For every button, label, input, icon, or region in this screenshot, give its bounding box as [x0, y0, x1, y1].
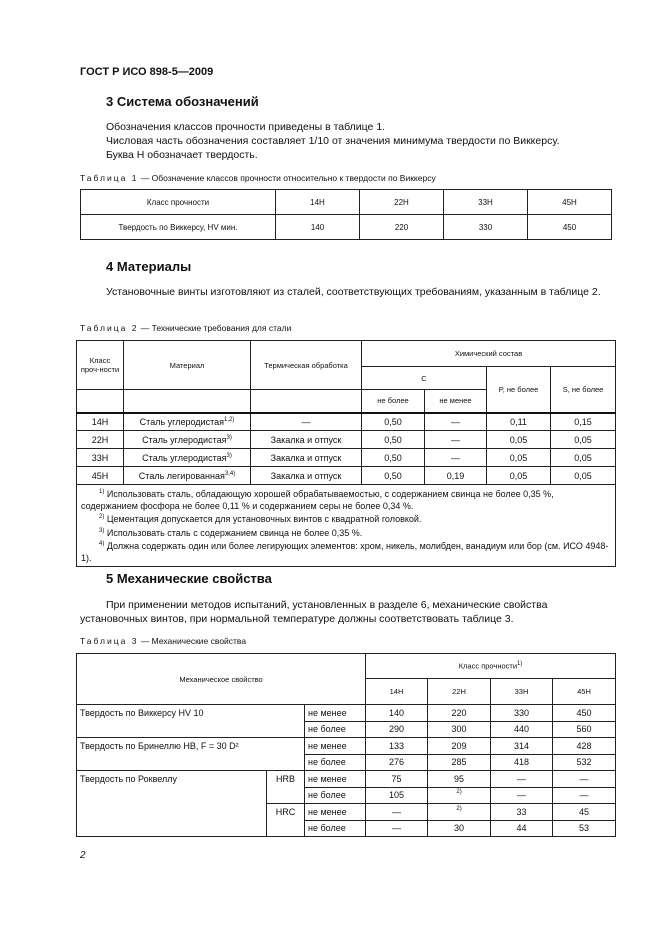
- section-5-heading: 5 Механические свойства: [106, 571, 272, 586]
- footnote: [81, 526, 611, 540]
- text-line: Обозначения классов прочности приведены в таблице 1.: [106, 121, 386, 133]
- footnote-ref: 2): [456, 789, 462, 796]
- text-line: Числовая часть обозначения составляет 1/10 от значения минимума твердости по Виккерсу.: [106, 135, 560, 147]
- cell-text: Сталь легированная: [138, 470, 225, 481]
- cell-text: Сталь углеродистая: [142, 452, 227, 463]
- cell: [491, 771, 553, 788]
- cell-value: 33: [516, 806, 527, 817]
- table-row: [77, 413, 616, 431]
- cell: [366, 738, 428, 755]
- table-1-caption: [80, 173, 436, 183]
- cell-value: 30: [454, 823, 465, 834]
- cell-value: 428: [576, 740, 592, 751]
- cell: [491, 754, 553, 771]
- footnote: [81, 539, 611, 564]
- caption-label: Таблица 3: [80, 636, 139, 646]
- scale-cell: HRC: [267, 804, 305, 837]
- section-3-text: [80, 120, 612, 162]
- limit-cell: не менее: [305, 771, 366, 788]
- cell-value: —: [517, 773, 527, 784]
- cell-value: 45: [579, 806, 590, 817]
- header-cell: Термическая обработка: [251, 341, 362, 390]
- cell: [491, 721, 553, 738]
- cell: 0,19: [425, 467, 487, 485]
- cell: [491, 738, 553, 755]
- cell: [553, 787, 616, 804]
- caption-label: Таблица 2: [80, 323, 139, 333]
- cell: 0,50: [362, 413, 425, 431]
- cell: 33H: [444, 190, 528, 215]
- table-3: [76, 653, 616, 837]
- cell: —: [425, 431, 487, 449]
- cell: 330: [444, 215, 528, 240]
- caption-text: — Технические требования для стали: [138, 323, 292, 333]
- cell: —: [425, 449, 487, 467]
- cell: [428, 721, 491, 738]
- cell: [124, 449, 251, 467]
- cell: 33H: [77, 449, 124, 467]
- cell-value: 560: [576, 724, 592, 735]
- cell: [491, 787, 553, 804]
- cell: [491, 804, 553, 821]
- cell: [124, 467, 251, 485]
- cell: [428, 771, 491, 788]
- cell: 0,50: [362, 431, 425, 449]
- cell-value: 53: [579, 823, 590, 834]
- scale-cell: HRB: [267, 771, 305, 804]
- header-cell: Механическое свойство: [77, 654, 366, 705]
- cell-value: 290: [389, 724, 405, 735]
- cell-value: 75: [391, 773, 402, 784]
- section-4-heading: 4 Материалы: [106, 259, 192, 274]
- cell-value: —: [517, 790, 527, 801]
- cell: Закалка и отпуск: [251, 467, 362, 485]
- cell-value: 532: [576, 757, 592, 768]
- header-cell: не более: [362, 390, 425, 413]
- cell: [366, 787, 428, 804]
- header-cell: Класс проч-ности: [77, 341, 124, 390]
- cell: —: [251, 413, 362, 431]
- cell: 14H: [77, 413, 124, 431]
- footnote: [81, 487, 611, 512]
- cell-value: 300: [451, 724, 467, 735]
- cell: 0,05: [487, 431, 551, 449]
- cell: [428, 705, 491, 722]
- cell-value: 285: [451, 757, 467, 768]
- limit-cell: не более: [305, 721, 366, 738]
- table-1: [80, 189, 612, 240]
- cell: 22H: [77, 431, 124, 449]
- footnote-number: 3): [99, 527, 105, 534]
- limit-cell: не менее: [305, 804, 366, 821]
- property-cell: Твердость по Бринеллю HB, F = 30 D²: [77, 738, 305, 771]
- cell-value: 140: [389, 707, 405, 718]
- table-row: [77, 771, 616, 788]
- cell: [428, 738, 491, 755]
- cell: [124, 413, 251, 431]
- cell-value: 105: [389, 790, 405, 801]
- limit-cell: не менее: [305, 705, 366, 722]
- cell: [366, 820, 428, 837]
- cell: [553, 705, 616, 722]
- header-cell: Химический состав: [362, 341, 616, 367]
- footnote-number: 2): [99, 514, 105, 520]
- cell-value: 314: [514, 740, 530, 751]
- cell: [124, 431, 251, 449]
- cell-value: —: [579, 790, 589, 801]
- footnote-text: Использовать сталь, обладающую хорошей обрабатываемостью, с содержанием свинца не более 0,35 %, содержанием фосфора не более 0,11 % и содержанием серы не более 0,34 %.: [81, 489, 554, 511]
- cell-value: 440: [514, 724, 530, 735]
- cell-text: Сталь углеродистая: [142, 434, 227, 445]
- limit-cell: не более: [305, 787, 366, 804]
- caption-text: — Обозначение классов прочности относительно к твердости по Виккерсу: [138, 173, 436, 183]
- cell: Закалка и отпуск: [251, 449, 362, 467]
- cell: 45H: [528, 190, 612, 215]
- table-row: [77, 705, 616, 722]
- cell: 0,05: [551, 467, 616, 485]
- section-3-heading: 3 Система обозначений: [106, 94, 259, 109]
- cell: 0,50: [362, 467, 425, 485]
- cell: [366, 754, 428, 771]
- cell-value: 450: [576, 707, 592, 718]
- cell-value: 44: [516, 823, 527, 834]
- limit-cell: не более: [305, 754, 366, 771]
- footnote-ref: 3): [226, 452, 232, 459]
- cell: 45H: [77, 467, 124, 485]
- cell: [428, 787, 491, 804]
- cell: 14H: [276, 190, 360, 215]
- cell-value: 209: [451, 740, 467, 751]
- header-cell: 33H: [491, 679, 553, 705]
- table-row: [77, 467, 616, 485]
- header-cell: C: [362, 367, 487, 390]
- footnote-ref: 3): [226, 434, 232, 441]
- cell: [553, 771, 616, 788]
- footnote-ref: 3,4): [224, 470, 236, 477]
- cell: Твердость по Виккерсу, HV мин.: [81, 215, 276, 240]
- page-number: 2: [80, 850, 86, 861]
- table-row: [77, 738, 616, 755]
- text-line: Буква H обозначает твердость.: [106, 149, 258, 161]
- cell: [366, 705, 428, 722]
- table-2-caption: [80, 323, 291, 333]
- cell: [366, 771, 428, 788]
- cell: [553, 721, 616, 738]
- caption-label: Таблица 1: [80, 173, 139, 183]
- header-cell: [366, 654, 616, 679]
- cell: —: [425, 413, 487, 431]
- property-cell: Твердость по Роквеллу: [77, 771, 267, 837]
- header-cell: 14H: [366, 679, 428, 705]
- cell-value: 330: [514, 707, 530, 718]
- cell: 0,05: [487, 467, 551, 485]
- cell: [366, 804, 428, 821]
- footnote-ref: 1): [517, 661, 523, 668]
- table-row: [77, 431, 616, 449]
- cell: [553, 804, 616, 821]
- cell: 140: [276, 215, 360, 240]
- header-cell: 22H: [428, 679, 491, 705]
- cell: [491, 705, 553, 722]
- section-4-text: Установочные винты изготовляют из сталей, соответствующих требованиям, указанным в таблице 2.: [106, 286, 601, 298]
- cell: [491, 820, 553, 837]
- limit-cell: не более: [305, 820, 366, 837]
- limit-cell: не менее: [305, 738, 366, 755]
- cell: [553, 738, 616, 755]
- footnote-number: 4): [99, 541, 105, 547]
- document-header: ГОСТ Р ИСО 898-5—2009: [80, 66, 214, 78]
- cell: 22H: [360, 190, 444, 215]
- header-text: Класс прочности: [458, 661, 518, 671]
- cell-value: —: [392, 823, 402, 834]
- cell: 0,50: [362, 449, 425, 467]
- header-cell: Материал: [124, 341, 251, 390]
- cell: 0,15: [551, 413, 616, 431]
- footnote: [81, 512, 611, 526]
- property-cell: Твердость по Виккерсу HV 10: [77, 705, 305, 738]
- cell-value: 220: [451, 707, 467, 718]
- cell: [428, 754, 491, 771]
- header-cell: не менее: [425, 390, 487, 413]
- cell: 0,05: [551, 449, 616, 467]
- footnote-text: Использовать сталь с содержанием свинца не более 0,35 %.: [104, 527, 363, 538]
- cell-value: 418: [514, 757, 530, 768]
- header-cell: P, не более: [487, 367, 551, 413]
- header-cell: S, не более: [551, 367, 616, 413]
- cell: [553, 754, 616, 771]
- cell-text: Сталь углеродистая: [139, 416, 224, 427]
- footnote-text: Должна содержать один или более легирующих элементов: хром, никель, молибден, ванадиум или бор (см. ИСО 4948-1).: [81, 541, 609, 563]
- cell-value: 276: [389, 757, 405, 768]
- table-2: [76, 340, 616, 567]
- cell: Закалка и отпуск: [251, 431, 362, 449]
- cell: [428, 804, 491, 821]
- cell: [366, 721, 428, 738]
- cell: [428, 820, 491, 837]
- cell-value: 133: [389, 740, 405, 751]
- footnote-ref: 1,2): [223, 416, 235, 423]
- table-row: [77, 449, 616, 467]
- section-5-text: При применении методов испытаний, установленных в разделе 6, механические свойства установочных винтов, при нормальной температуре должны соответствовать таблице 3.: [80, 599, 548, 625]
- table-3-caption: [80, 636, 246, 646]
- cell: 450: [528, 215, 612, 240]
- cell-value: 95: [454, 773, 465, 784]
- footnote-ref: 2): [456, 805, 462, 812]
- header-cell: 45H: [553, 679, 616, 705]
- cell: [553, 820, 616, 837]
- caption-text: — Механические свойства: [138, 636, 247, 646]
- cell-value: —: [579, 773, 589, 784]
- cell: 220: [360, 215, 444, 240]
- cell: 0,05: [551, 431, 616, 449]
- cell-value: —: [392, 806, 402, 817]
- table-2-footnotes: [77, 485, 616, 567]
- cell: 0,05: [487, 449, 551, 467]
- cell: 0,11: [487, 413, 551, 431]
- cell: Класс прочности: [81, 190, 276, 215]
- footnote-number: 1): [99, 489, 105, 495]
- footnote-text: Цементация допускается для установочных винтов с квадратной головкой.: [104, 514, 422, 524]
